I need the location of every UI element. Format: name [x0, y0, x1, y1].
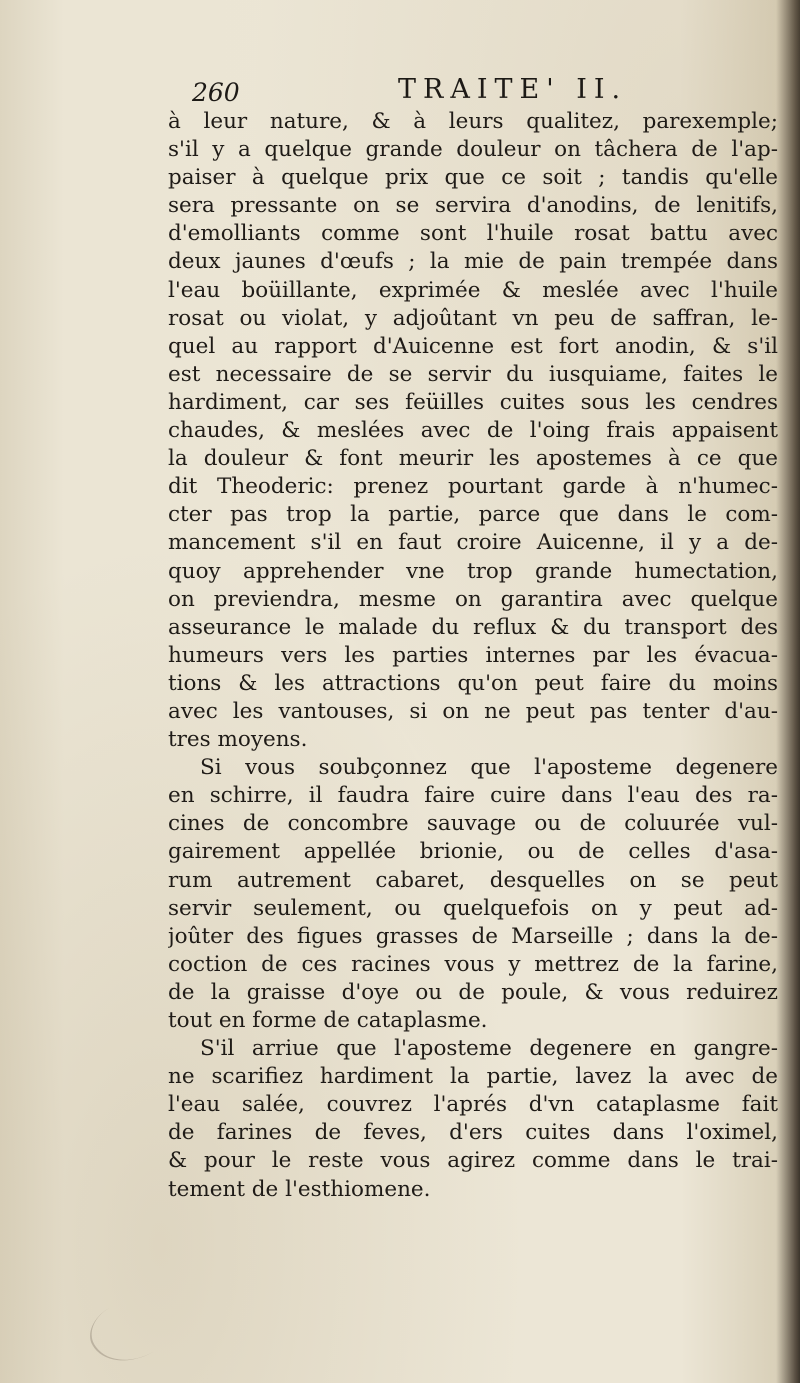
- text-line: on previendra, mesme on garantira avec quelque: [168, 586, 778, 612]
- text-line: cines de concombre sauvage ou de coluurée vul-: [168, 811, 778, 837]
- text-line: dit Theoderic: prenez pourtant garde à n'humec-: [168, 474, 778, 500]
- text-line: à leur nature, & à leurs qualitez, parexemple;: [168, 109, 778, 134]
- text-line: quel au rapport d'Auicenne est fort anodin, & s'il: [168, 333, 778, 359]
- text-line: s'il y a quelque grande douleur on tâchera de l'ap-: [168, 137, 778, 163]
- text-line: Si vous soubçonnez que l'aposteme degenere: [200, 755, 778, 781]
- page-number: 260: [192, 78, 240, 107]
- text-line: de farines de feves, d'ers cuites dans l'oximel,: [168, 1120, 778, 1146]
- text-line: cter pas trop la partie, parce que dans le com-: [168, 502, 778, 528]
- text-line: coction de ces racines vous y mettrez de la farine,: [168, 951, 778, 977]
- page-header: [192, 74, 712, 108]
- text-line: & pour le reste vous agirez comme dans le trai-: [168, 1148, 778, 1174]
- text-line: servir seulement, ou quelquefois on y peut ad-: [168, 895, 778, 921]
- text-line: deux jaunes d'œufs ; la mie de pain trempée dans: [168, 249, 778, 275]
- text-line: d'emolliants comme sont l'huile rosat battu avec: [168, 221, 778, 247]
- text-line: en schirre, il faudra faire cuire dans l'eau des ra-: [168, 783, 778, 809]
- text-line: est necessaire de se servir du iusquiame, faites le: [168, 361, 778, 387]
- body-text: [168, 108, 778, 1204]
- text-line: humeurs vers les parties internes par les évacua-: [168, 642, 778, 668]
- text-line: mancement s'il en faut croire Auicenne, il y a de-: [168, 530, 778, 556]
- text-line: asseurance le malade du reflux & du transport des: [168, 614, 778, 640]
- text-line: tement de l'esthiomene.: [168, 1176, 431, 1202]
- text-line: l'eau boüillante, exprimée & meslée avec l'huile: [168, 277, 778, 303]
- text-line: joûter des figues grasses de Marseille ; dans la de-: [168, 923, 778, 949]
- page-stain: [80, 1284, 181, 1377]
- text-line: tres moyens.: [168, 727, 308, 753]
- text-line: S'il arriue que l'aposteme degenere en gangre-: [200, 1036, 778, 1062]
- text-line: avec les vantouses, si on ne peut pas tenter d'au-: [168, 698, 778, 724]
- text-line: l'eau salée, couvrez l'aprés d'vn cataplasme fait: [168, 1092, 778, 1118]
- text-line: rosat ou violat, y adjoûtant vn peu de saffran, le-: [168, 305, 778, 331]
- text-line: gairement appellée brionie, ou de celles d'asa-: [168, 839, 778, 865]
- text-line: chaudes, & meslées avec de l'oing frais appaisent: [168, 418, 778, 444]
- text-line: rum autrement cabaret, desquelles on se peut: [168, 867, 778, 893]
- text-line: ne scarifiez hardiment la partie, lavez la avec de: [168, 1064, 778, 1090]
- text-line: tions & les attractions qu'on peut faire du moins: [168, 670, 778, 696]
- text-line: paiser à quelque prix que ce soit ; tandis qu'elle: [168, 165, 778, 191]
- text-line: de la graisse d'oye ou de poule, & vous reduirez: [168, 979, 778, 1005]
- text-line: tout en forme de cataplasme.: [168, 1008, 488, 1033]
- text-line: quoy apprehender vne trop grande humectation,: [168, 558, 778, 584]
- running-title: TRAITE' II.: [398, 74, 628, 105]
- text-line: hardiment, car ses feüilles cuites sous les cendres: [168, 389, 778, 415]
- text-line: la douleur & font meurir les apostemes à ce que: [168, 446, 778, 472]
- text-line: sera pressante on se servira d'anodins, de lenitifs,: [168, 193, 778, 219]
